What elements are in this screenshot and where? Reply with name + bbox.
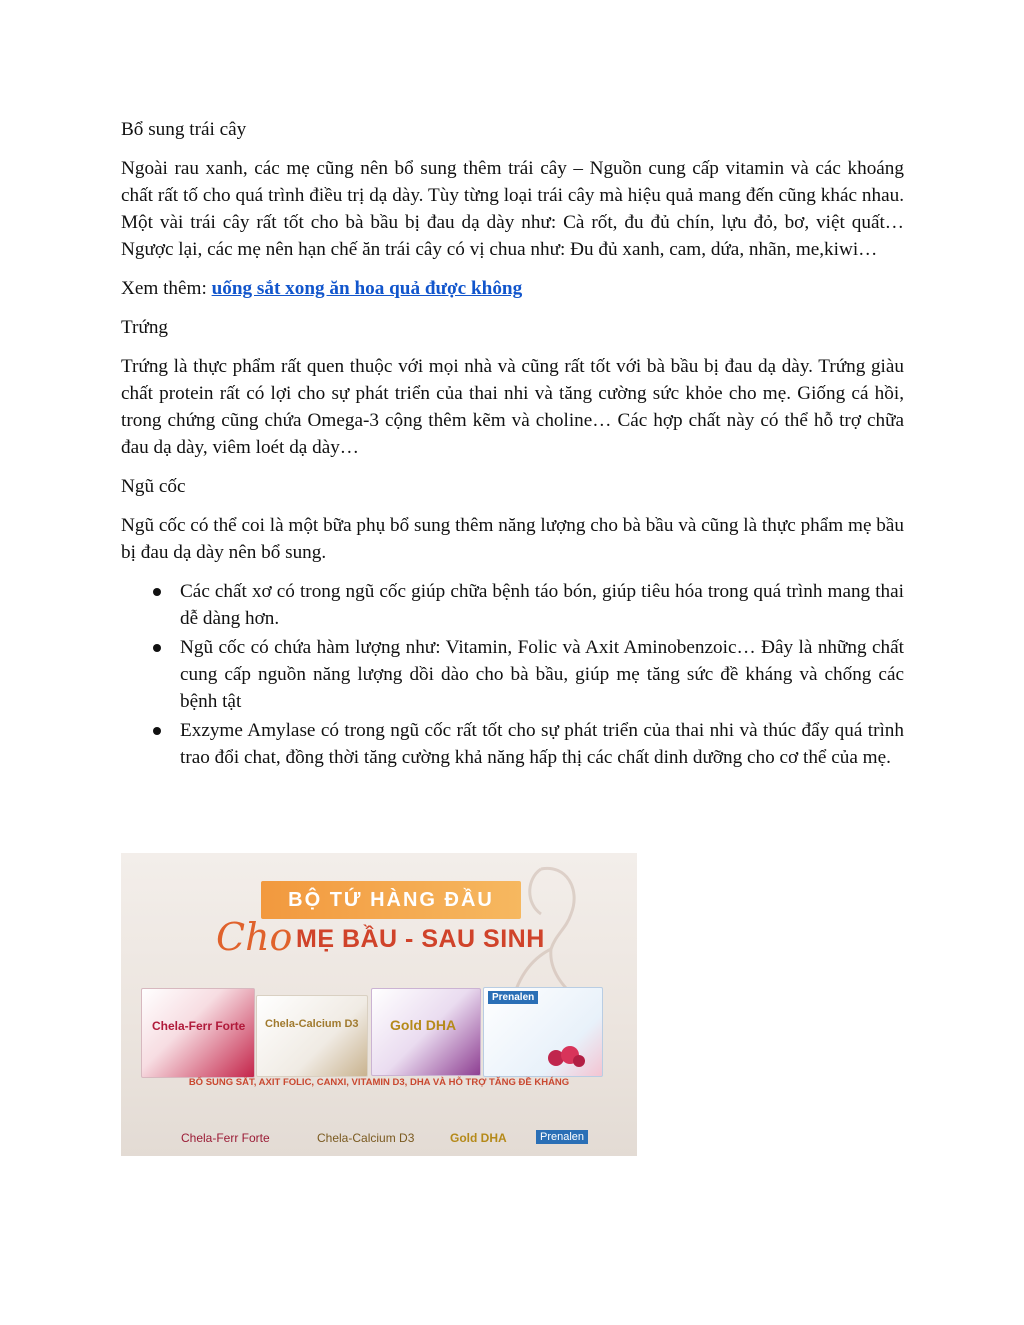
brand-chela-ferr: Chela-Ferr Forte (181, 1131, 270, 1145)
cereal-heading: Ngũ cốc (121, 476, 186, 497)
see-also-link[interactable]: uống sắt xong ăn hoa quả được không (211, 278, 523, 299)
prenalen-box (483, 987, 603, 1077)
prenalen-box-label: Prenalen (488, 991, 538, 1004)
chela-ferr-box (141, 988, 255, 1078)
brand-prenalen: Prenalen (536, 1130, 588, 1144)
fruit-paragraph: Ngoài rau xanh, các mẹ cũng nên bổ sung thêm trái cây – Nguồn cung cấp vitamin và các khoáng chất rất tố cho quá trình điều trị dạ dày. Tùy từng loại trái cây mà hiệu quả mang đến cũng khác nhau. Một vài trái cây rất tốt cho bà bầu bị đau dạ dày như: Cà rốt, đu đủ chín, lựu đỏ, bơ, việt quất…Ngược lại, các mẹ nên hạn chế ăn trái cây có vị chua như: Đu đủ xanh, cam, dứa, nhãn, me,kiwi… (121, 158, 904, 260)
raspberry-icon (544, 1040, 588, 1070)
chela-calcium-box-label: Chela-Calcium D3 (265, 1018, 359, 1030)
gold-dha-box (371, 988, 481, 1076)
banner-brand-row (121, 1131, 637, 1151)
banner-subtitle: BỔ SUNG SẮT, AXIT FOLIC, CANXI, VITAMIN D3, DHA VÀ HỖ TRỢ TĂNG ĐỀ KHÁNG (188, 1077, 570, 1088)
chela-ferr-box-label: Chela-Ferr Forte (152, 1019, 246, 1033)
banner-main-title: MẸ BẦU - SAU SINH (296, 925, 545, 953)
bullet-icon (153, 644, 161, 652)
egg-paragraph: Trứng là thực phẩm rất quen thuộc với mọi nhà và cũng rất tốt với bà bầu bị đau dạ dày. Trứng giàu chất protein rất có lợi cho sự phát triển của thai nhi và tăng cường sức khỏe cho mẹ. Giống cá hồi, trong chứng cũng chứa Omega-3 cộng thêm kẽm và choline… Các hợp chất này có thể hỗ trợ chữa đau dạ dày, viêm loét dạ dày… (121, 356, 904, 458)
fruit-heading: Bổ sung trái cây (121, 119, 247, 140)
see-also-prefix: Xem thêm: (121, 278, 212, 299)
list-item: Ngũ cốc có chứa hàm lượng như: Vitamin, Folic và Axit Aminobenzoic… Đây là những chất cung cấp nguồn năng lượng dồi dào cho bà bầu, giúp mẹ tăng sức đề kháng và chống các bệnh tật (121, 634, 904, 715)
brand-gold-dha: Gold DHA (450, 1131, 507, 1145)
see-also-line (121, 275, 904, 302)
product-banner-image (121, 853, 637, 1156)
cereal-paragraph: Ngũ cốc có thể coi là một bữa phụ bổ sung thêm năng lượng cho bà bầu và cũng là thực phẩm mẹ bầu bị đau dạ dày nên bổ sung. (121, 515, 904, 563)
banner-top-label: BỘ TỨ HÀNG ĐẦU (261, 881, 521, 919)
list-item: Exzyme Amylase có trong ngũ cốc rất tốt cho sự phát triển của thai nhi và thúc đẩy quá trình trao đổi chat, đồng thời tăng cường khả năng hấp thị các chất dinh dưỡng cho cơ thể của mẹ. (121, 717, 904, 771)
brand-chela-calcium: Chela-Calcium D3 (317, 1131, 415, 1145)
egg-heading: Trứng (121, 317, 169, 338)
article-content (121, 116, 904, 773)
bullet-icon (153, 588, 161, 596)
cereal-benefits-list (121, 578, 904, 771)
banner-cho-script: Cho (216, 915, 293, 959)
bullet-icon (153, 727, 161, 735)
list-item: Các chất xơ có trong ngũ cốc giúp chữa bệnh táo bón, giúp tiêu hóa trong quá trình mang thai dễ dàng hơn. (121, 578, 904, 632)
gold-dha-box-label: Gold DHA (390, 1017, 457, 1033)
chela-calcium-box (256, 995, 368, 1077)
